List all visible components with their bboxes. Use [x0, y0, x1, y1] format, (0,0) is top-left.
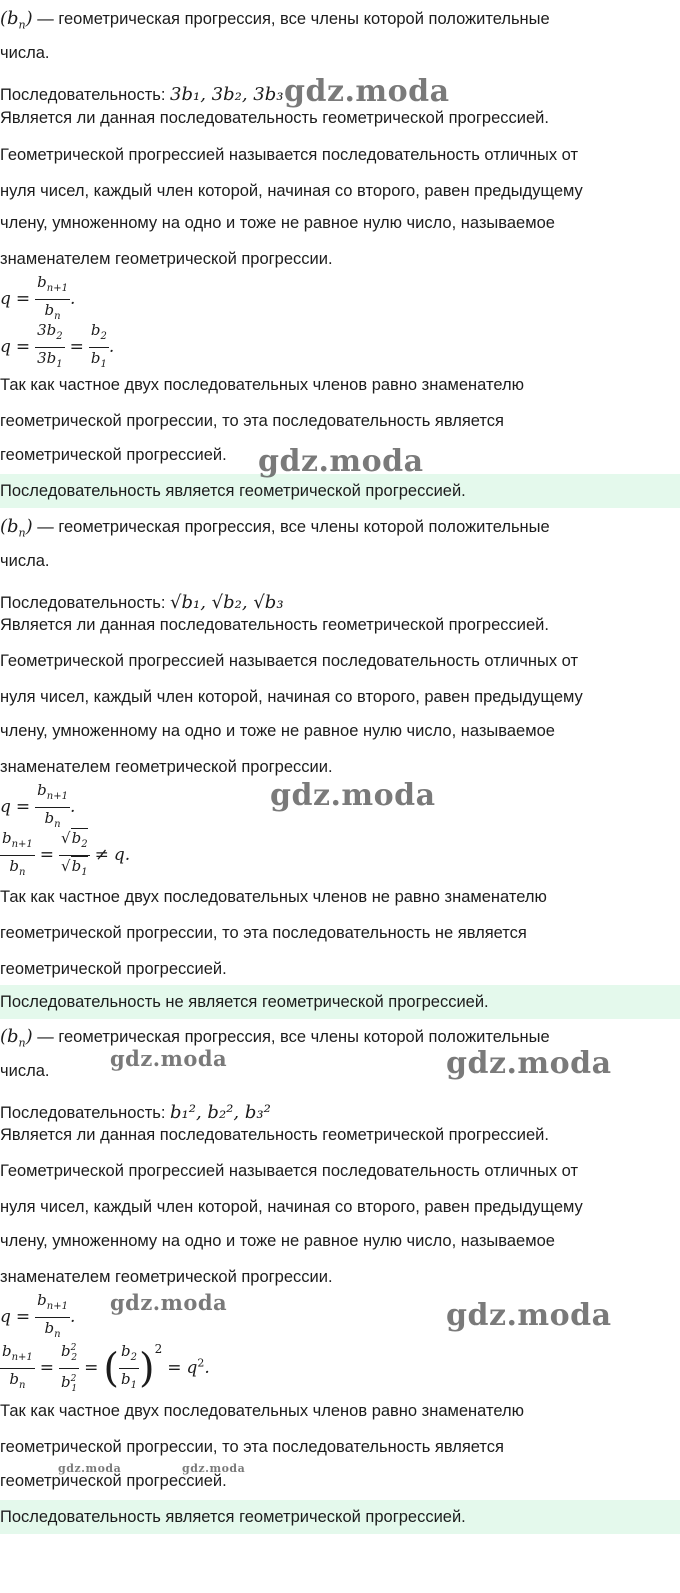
given-statement [0, 8, 550, 32]
given-text: — геометрическая прогрессия, все члены которой положительные [37, 1028, 550, 1046]
given-text: — геометрическая прогрессия, все члены которой положительные [37, 10, 550, 28]
question-text: Является ли данная последовательность геометрической прогрессией. [0, 616, 549, 634]
definition-line: нуля чисел, каждый член которой, начиная со второго, равен предыдущему [0, 1198, 583, 1216]
definition-line: знаменателем геометрической прогрессии. [0, 758, 333, 776]
definition-line: Геометрической прогрессией называется последовательность отличных от [0, 146, 579, 164]
sequence-label: Последовательность: [0, 86, 166, 104]
watermark-logo: gdz.moda [446, 1298, 612, 1333]
given-text: — геометрическая прогрессия, все члены которой положительные [37, 518, 550, 536]
conclusion-line: Так как частное двух последовательных членов не равно знаменателю [0, 888, 547, 906]
sequence-line [0, 84, 300, 105]
sequence-symbol: $(b_n)$ [0, 516, 33, 540]
ratio-computation: $\frac{b_{n+1}}{b_n}$ = $\frac{b^2_2}{b^2_1}$ = ( $\frac{b_2}{b_1}$ )$^2= q^2$. [0, 1338, 210, 1399]
definition-line: Геометрической прогрессией называется последовательность отличных от [0, 1162, 579, 1180]
given-text-cont: числа. [0, 1062, 50, 1080]
conclusion-line: геометрической прогрессией. [0, 960, 227, 978]
sequence-terms: √b₁, √b₂, √b₃ [170, 592, 284, 613]
watermark-logo: gdz.moda [58, 1462, 122, 1475]
watermark-logo: gdz.moda [270, 778, 436, 813]
given-text-cont: числа. [0, 552, 50, 570]
definition-line: члену, умноженному на одно и тоже не равное нулю число, называемое [0, 722, 555, 740]
ratio-formula: q = $\frac{b_{n+1}}{b_n}$ . [0, 273, 76, 322]
given-text-cont: числа. [0, 44, 50, 62]
sequence-line [0, 1102, 271, 1123]
definition-line: нуля чисел, каждый член которой, начиная со второго, равен предыдущему [0, 182, 583, 200]
ratio-computation: $\frac{b_{n+1}}{b_n}$ = $\frac{√b_2}{√b_1}$ ≠ q. [2, 829, 131, 878]
given-statement [0, 516, 550, 540]
sequence-terms: 3b₁, 3b₂, 3b₃ [170, 84, 284, 105]
sequence-label: Последовательность: [0, 1104, 166, 1122]
conclusion-line: геометрической прогрессии, то эта последовательность является [0, 1438, 504, 1456]
answer-box: Последовательность является геометрической прогрессией. [0, 1500, 680, 1534]
watermark-logo: gdz.moda [182, 1462, 246, 1475]
definition-line: знаменателем геометрической прогрессии. [0, 1268, 333, 1286]
answer-box: Последовательность является геометрической прогрессией. [0, 474, 680, 508]
question-text: Является ли данная последовательность геометрической прогрессией. [0, 1126, 549, 1144]
conclusion-line: геометрической прогрессией. [0, 446, 227, 464]
definition-line: члену, умноженному на одно и тоже не равное нулю число, называемое [0, 214, 555, 232]
sequence-symbol: $(b_n)$ [0, 8, 33, 32]
ratio-formula: q = $\frac{b_{n+1}}{b_n}$ . [0, 1291, 76, 1340]
conclusion-line: Так как частное двух последовательных членов равно знаменателю [0, 376, 524, 394]
definition-line: члену, умноженному на одно и тоже не равное нулю число, называемое [0, 1232, 555, 1250]
definition-line: Геометрической прогрессией называется последовательность отличных от [0, 652, 579, 670]
sequence-symbol: $(b_n)$ [0, 1026, 33, 1050]
conclusion-line: геометрической прогрессии, то эта последовательность не является [0, 924, 527, 942]
conclusion-line: геометрической прогрессией. [0, 1472, 227, 1490]
sequence-line [0, 592, 310, 613]
watermark-logo: gdz.moda [258, 444, 424, 479]
sequence-terms: b₁², b₂², b₃² [170, 1102, 271, 1123]
conclusion-line: Так как частное двух последовательных членов равно знаменателю [0, 1402, 524, 1420]
watermark-logo: gdz.moda [110, 1046, 228, 1071]
watermark-logo: gdz.moda [110, 1290, 228, 1315]
definition-line: знаменателем геометрической прогрессии. [0, 250, 333, 268]
ratio-formula: q = $\frac{b_{n+1}}{b_n}$ . [0, 781, 76, 830]
answer-box: Последовательность не является геометрической прогрессией. [0, 985, 680, 1019]
ratio-computation: q = $\frac{3b_2}{3b_1}$ = $\frac{b_2}{b_1}$ . [0, 321, 115, 370]
watermark-logo: gdz.moda [446, 1046, 612, 1081]
question-text: Является ли данная последовательность геометрической прогрессией. [0, 109, 549, 127]
conclusion-line: геометрической прогрессии, то эта последовательность является [0, 412, 504, 430]
definition-line: нуля чисел, каждый член которой, начиная со второго, равен предыдущему [0, 688, 583, 706]
watermark-logo: gdz.moda [284, 74, 450, 109]
sequence-label: Последовательность: [0, 594, 166, 612]
